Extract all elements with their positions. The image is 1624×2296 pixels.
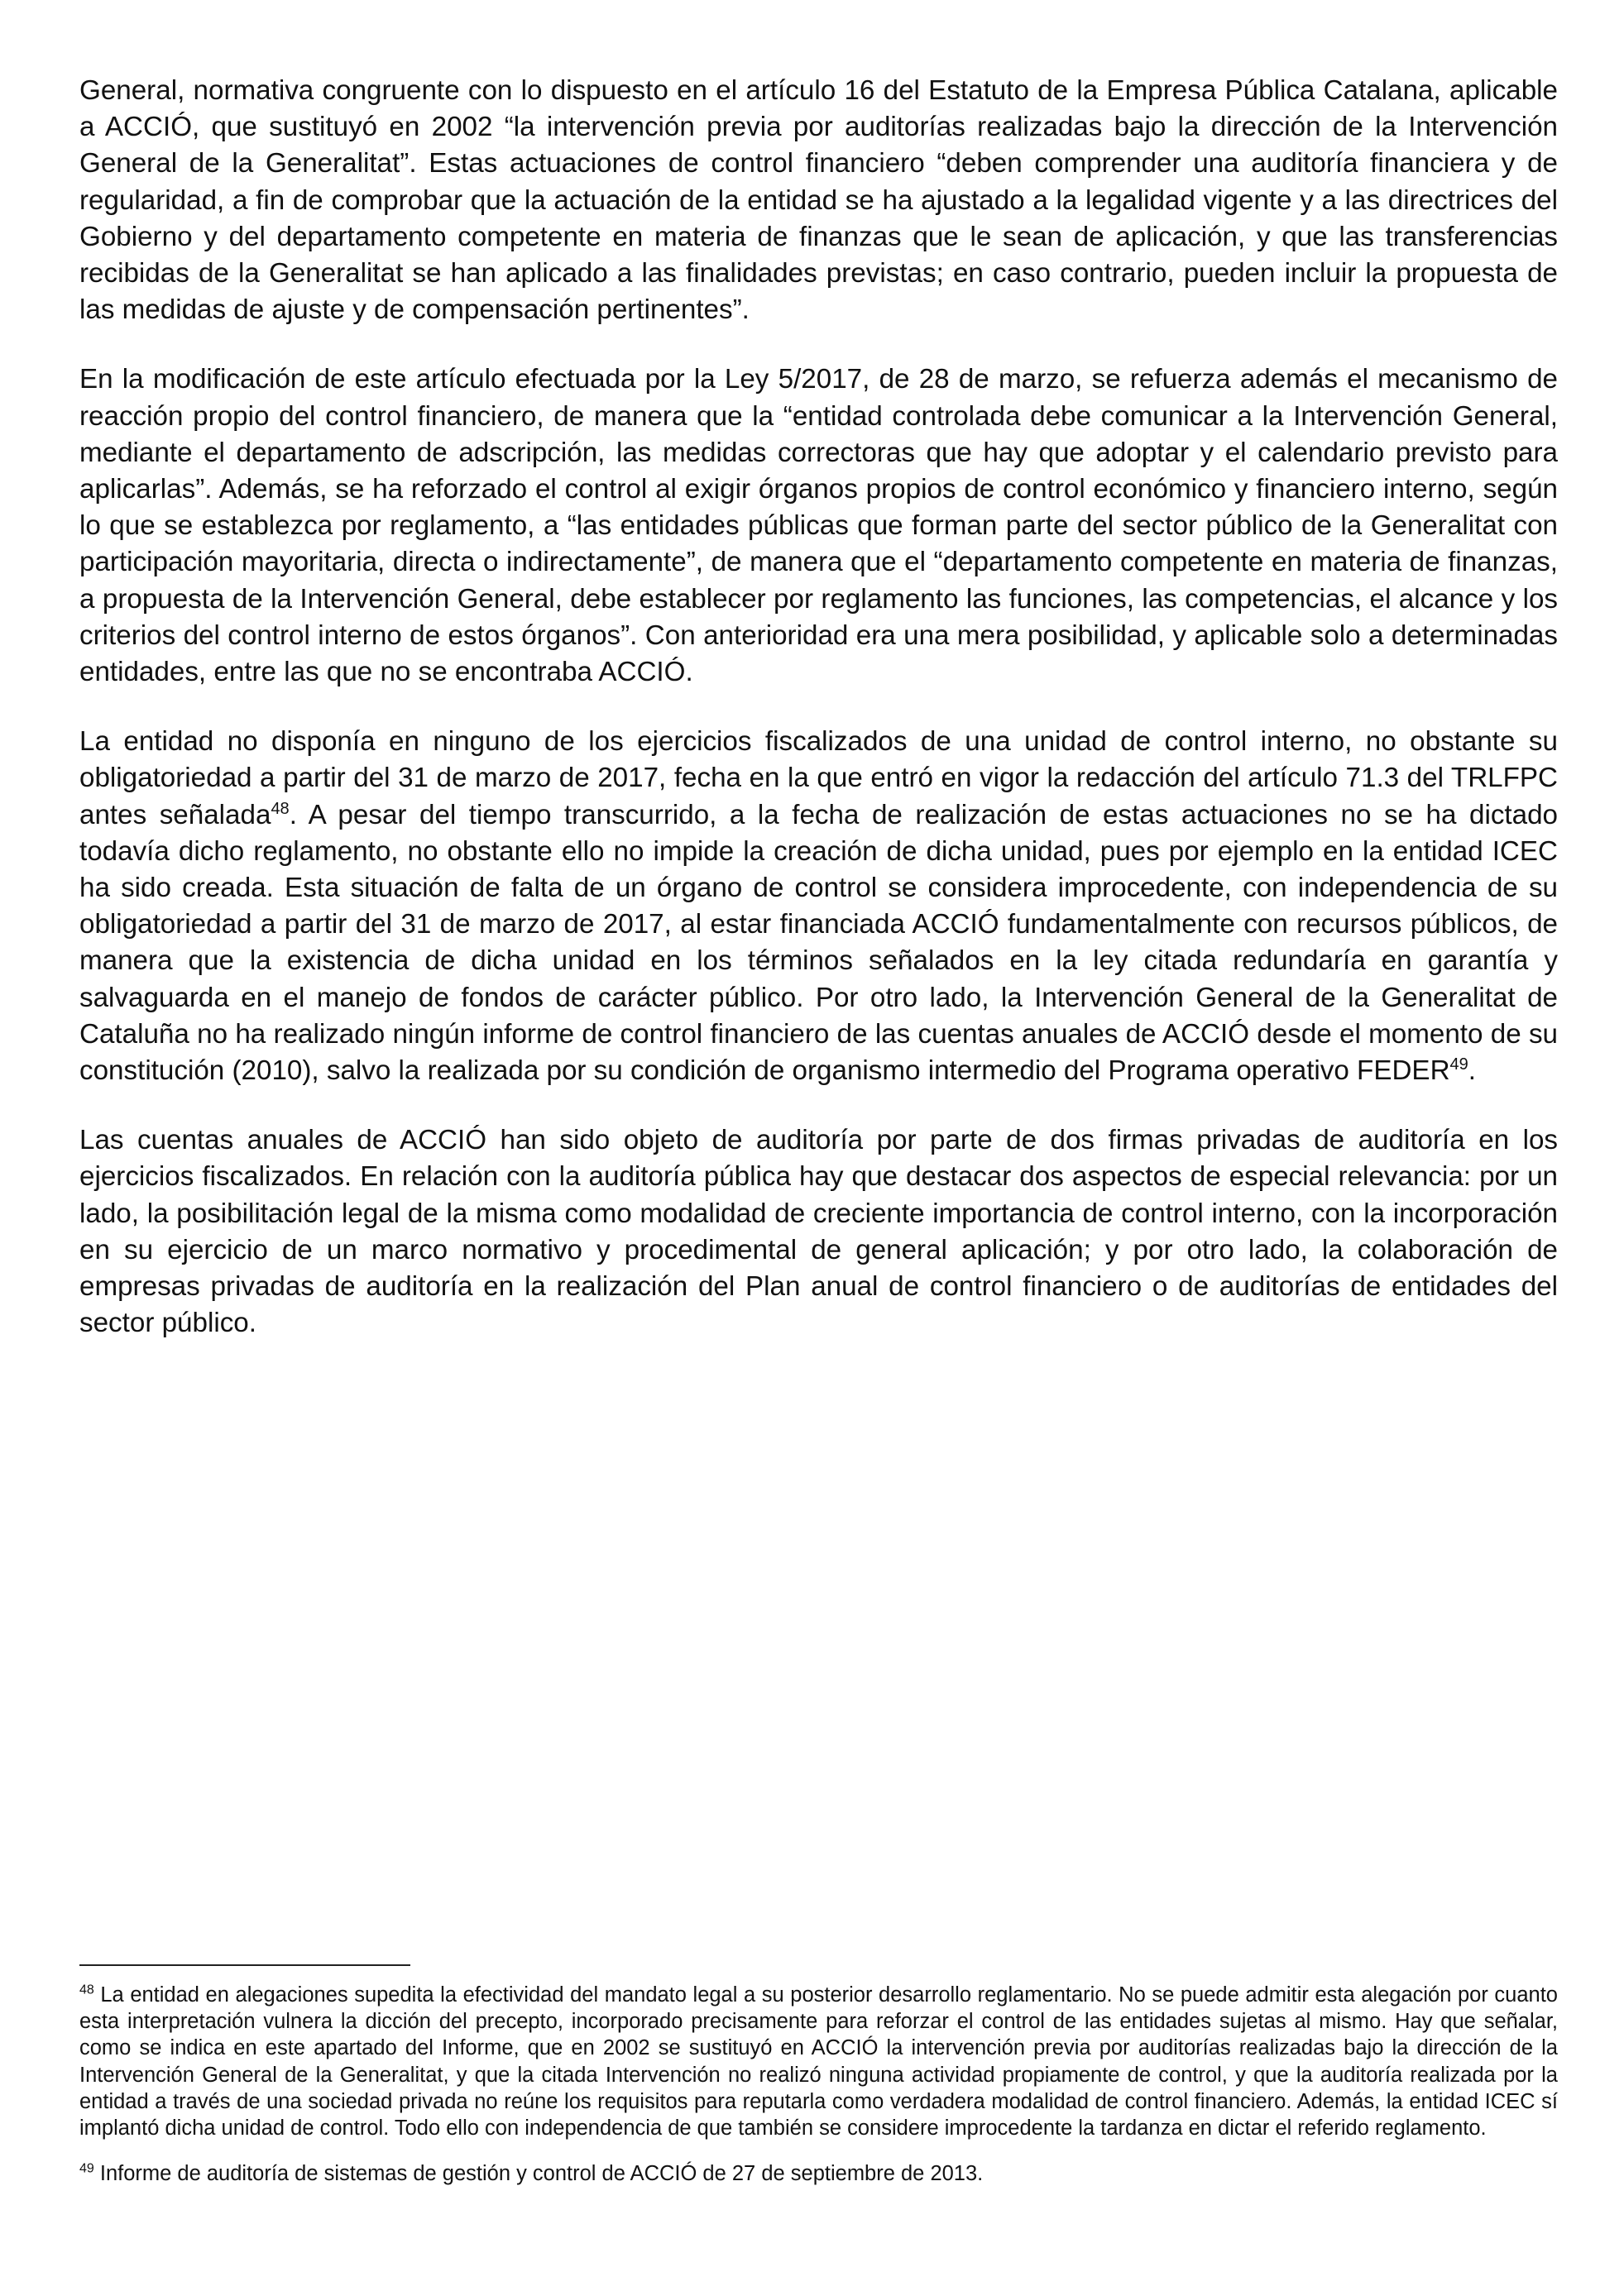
footnote-49 (79, 2160, 1558, 2187)
footnote-text: Informe de auditoría de sistemas de gestión y control de ACCIÓ de 27 de septiembre de 2013. (93, 2162, 984, 2186)
paragraph-text: . A pesar del tiempo transcurrido, a la fecha de realización de estas actuaciones no se ha dictado todavía dicho reglamento, no obstante ello no impide la creación de dicha unidad, pues por ejemplo en la entidad ICEC ha sido creada. Esta situación de falta de un órgano de control se considera improcedente, con independencia de su obligatoriedad a partir del 31 de marzo de 2017, al estar financiada ACCIÓ fundamentalmente con recursos públicos, de manera que la existencia de dicha unidad en los términos señalados en la ley citada redundaría en garantía y salvaguarda en el manejo de fondos de carácter público. Por otro lado, la Intervención General de la Generalitat de Cataluña no ha realizado ningún informe de control financiero de las cuentas anuales de ACCIÓ desde el momento de su constitución (2010), salvo la realizada por su condición de organismo intermedio del Programa operativo FEDER (79, 799, 1559, 1087)
footnotes (79, 1982, 1558, 2206)
paragraph-text: . (1468, 1055, 1477, 1087)
footnote-48 (79, 1982, 1558, 2141)
paragraph-ley-5-2017 (79, 361, 1558, 691)
paragraph-text: La entidad no disponía en ninguno de los ejercicios fiscalizados de una unidad de control interno, no obstante su obligatoriedad a partir del 31 de marzo de 2017, fecha en la que entró en vigor la redacción del artículo 71.3 del TRLFPC antes señalada (79, 726, 1558, 830)
footnote-ref-48[interactable]: 48 (271, 799, 290, 818)
footnote-text: La entidad en alegaciones supedita la efectividad del mandato legal a su posterior desarrollo reglamentario. No se puede admitir esta alegación por cuanto esta interpretación vulnera la dicción del precepto, incorporado precisamente para reforzar el control de las entidades sujetas al mismo. Hay que señalar, como se indica en este apartado del Informe, que en 2002 se sustituyó en ACCIÓ la intervención previa por auditorías realizadas bajo la dirección de la Intervención General de la Generalitat, y que la citada Intervención no realizó ninguna actividad propiamente de control, y que la auditoría realizada por la entidad a través de una sociedad privada no reúne los requisitos para reputarla como verdadera modalidad de control financiero. Además, la entidad ICEC sí implantó dicha unidad de control. Todo ello con independencia de que también se considere improcedente la tardanza en dictar el referido reglamento. (79, 1983, 1558, 2141)
paragraph-text: Las cuentas anuales de ACCIÓ han sido objeto de auditoría por parte de dos firmas privadas de auditoría en los ejercicios fiscalizados. En relación con la auditoría pública hay que destacar dos aspectos de especial relevancia: por un lado, la posibilitación legal de la misma como modalidad de creciente importancia de control interno, con la incorporación en su ejercicio de un marco normativo y procedimental de general aplicación; y por otro lado, la colaboración de empresas privadas de auditoría en la realización del Plan anual de control financiero o de auditorías de entidades del sector público. (79, 1125, 1558, 1339)
footnote-number: 48 (79, 1983, 94, 1997)
footnote-number: 49 (79, 2161, 94, 2176)
paragraph-unidad-control-interno (79, 724, 1558, 1089)
paragraph-auditoria-publica (79, 1122, 1558, 1342)
footnote-separator (79, 1964, 410, 1966)
paragraph-text: General, normativa congruente con lo dispuesto en el artículo 16 del Estatuto de la Empresa Pública Catalana, aplicable a ACCIÓ, que sustituyó en 2002 “la intervención previa por auditorías realizadas bajo la dirección de la Intervención General de la Generalitat”. Estas actuaciones de control financiero “deben comprender una auditoría financiera y de regularidad, a fin de comprobar que la actuación de la entidad se ha ajustado a la legalidad vigente y a las directrices del Gobierno y del departamento competente en materia de finanzas que le sean de aplicación, y que las transferencias recibidas de la Generalitat se han aplicado a las finalidades previstas; en caso contrario, pueden incluir la propuesta de las medidas de ajuste y de compensación pertinentes”. (79, 75, 1558, 326)
paragraph-text: En la modificación de este artículo efectuada por la Ley 5/2017, de 28 de marzo, se refuerza además el mecanismo de reacción propio del control financiero, de manera que la “entidad controlada debe comunicar a la Intervención General, mediante el departamento de adscripción, las medidas correctoras que hay que adoptar y el calendario previsto para aplicarlas”. Además, se ha reforzado el control al exigir órganos propios de control económico y financiero interno, según lo que se establezca por reglamento, a “las entidades públicas que forman parte del sector público de la Generalitat con participación mayoritaria, directa o indirectamente”, de manera que el “departamento competente en materia de finanzas, a propuesta de la Intervención General, debe establecer por reglamento las funciones, las competencias, el alcance y los criterios del control interno de estos órganos”. Con anterioridad era una mera posibilidad, y aplicable solo a determinadas entidades, entre las que no se encontraba ACCIÓ. (79, 364, 1558, 688)
body-text (79, 73, 1558, 1375)
footnote-ref-49[interactable]: 49 (1449, 1055, 1468, 1074)
paragraph-control-financiero (79, 73, 1558, 328)
